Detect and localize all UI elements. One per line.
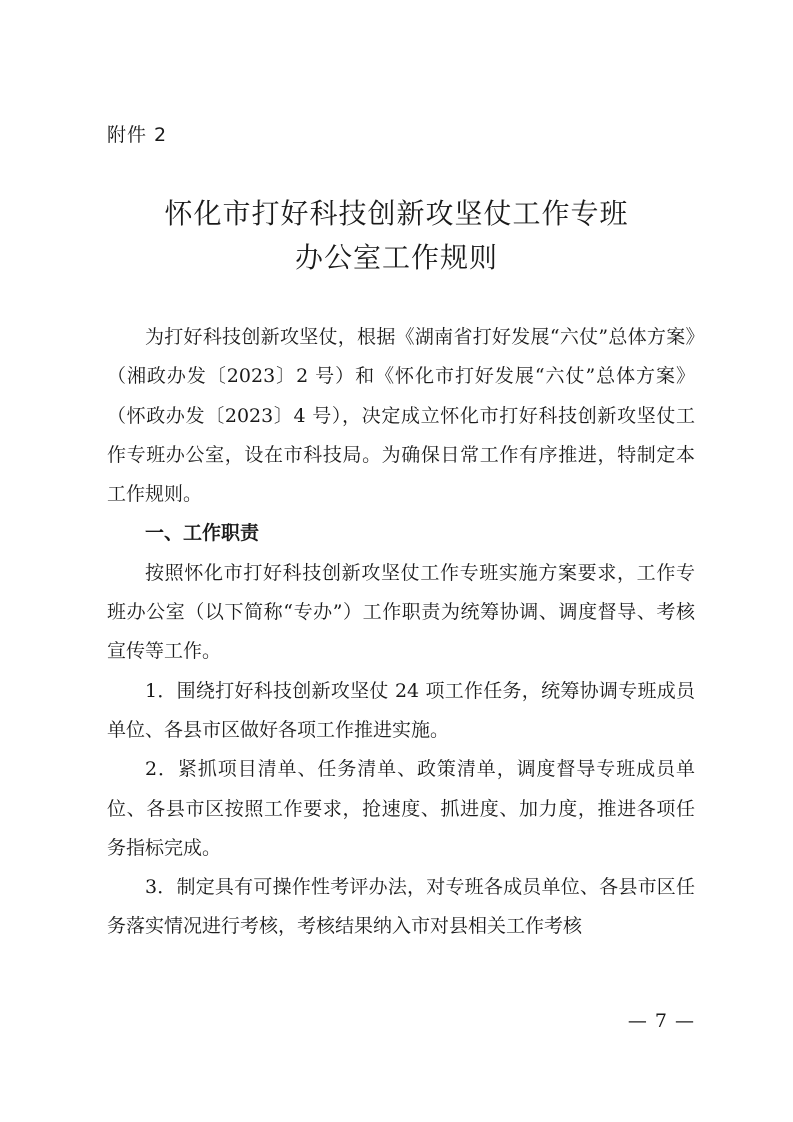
document-body — [107, 318, 695, 947]
page-number: — 7 — — [627, 1010, 695, 1032]
document-title-line-2: 办公室工作规则 — [294, 241, 498, 274]
intro-paragraph: 为打好科技创新攻坚仗，根据《湖南省打好发展“六仗”总体方案》（湘政办发〔2023〕2 号）和《怀化市打好发展“六仗”总体方案》（怀政办发〔2023〕4 号），决定成立怀化市打好科技创新攻坚仗工作专班办公室，设在市科技局。为确保日常工作有序推进，特制定本工作规则。 — [107, 326, 695, 506]
duty-item-2: 2．紧抓项目清单、任务清单、政策清单，调度督导专班成员单位、各县市区按照工作要求，抢速度、抓进度、加力度，推进各项任务指标完成。 — [107, 758, 695, 859]
duties-paragraph: 按照怀化市打好科技创新攻坚仗工作专班实施方案要求，工作专班办公室（以下简称“专办”）工作职责为统筹协调、调度督导、考核宣传等工作。 — [107, 561, 695, 663]
duty-item-3: 3．制定具有可操作性考评办法，对专班各成员单位、各县市区任务落实情况进行考核，考核结果纳入市对县相关工作考核 — [107, 876, 695, 938]
attachment-label: 附件 2 — [107, 124, 168, 146]
duty-item-1: 1．围绕打好科技创新攻坚仗 24 项工作任务，统筹协调专班成员单位、各县市区做好各项工作推进实施。 — [107, 679, 695, 741]
document-title-line-1: 怀化市打好科技创新攻坚仗工作专班 — [164, 197, 629, 230]
section-heading-duties: 一、工作职责 — [145, 522, 260, 545]
